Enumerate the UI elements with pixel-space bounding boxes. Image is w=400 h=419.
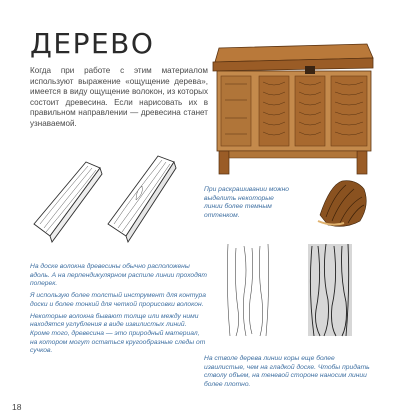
wood-texture-sketch — [312, 175, 374, 230]
page-number: 18 — [12, 402, 22, 412]
board-note-3: Некоторые волокна бывают толще или между ними находятся углубления в виде извилистых линий. Кроме того, древесина — это природный материал, на котором могут остаться кругообразные следы от сучков. — [30, 312, 206, 355]
page-title: ДЕРЕВО — [30, 27, 155, 60]
trunk-caption: На стволе дерева линии коры еще более извилистые, чем на гладкой доске. Чтобы придать стволу объем, на теневой стороне наносим линии более плотно. — [204, 355, 370, 389]
board-note-1: На доске волокна древесины обычно расположены вдоль. А на перпендикулярном распиле линии проходят поперек. — [30, 263, 207, 288]
tree-trunk-sketches — [208, 240, 378, 340]
board-note-2: Я использую более толстый инструмент для контура доски и более тонкий для четкой прорисовки волокон. — [30, 292, 206, 308]
board-sketches — [28, 150, 203, 250]
chest-caption: При раскрашивании можно выделить некоторые линии более темным оттенком. — [204, 186, 289, 220]
intro-paragraph: Когда при работе с этим материалом используют выражение «ощущение дерева», имеется в виду ощущение волокон, из которых состоит древесина. Если нарисовать их в правильном направлении — древесина станет узнаваемой. — [30, 66, 208, 128]
wooden-chest-illustration — [207, 40, 377, 180]
board-notes — [30, 263, 208, 359]
